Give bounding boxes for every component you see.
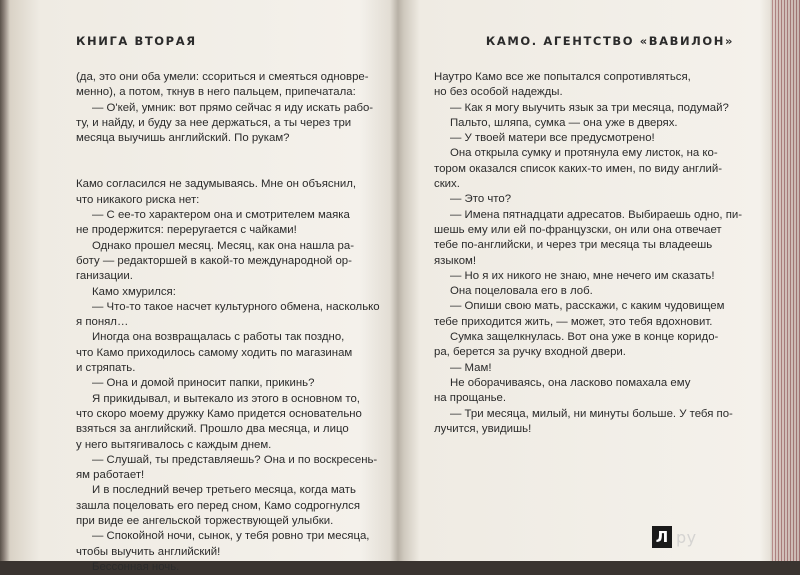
text-line: шешь ему или ей по-французски, он или она отвечает	[434, 223, 722, 236]
paragraph	[76, 177, 376, 208]
text-line: ту, и найду, и буду за нее держаться, а ты через три	[76, 116, 352, 129]
paragraph	[434, 330, 734, 361]
right-text	[434, 70, 743, 437]
paragraph	[76, 101, 376, 147]
paragraph	[434, 269, 734, 284]
text-line: — Мам!	[450, 361, 492, 374]
text-line: (да, это они оба умели: ссориться и смеяться одновре-	[76, 71, 369, 83]
text-line: — Это что?	[450, 193, 512, 206]
paragraph	[76, 529, 376, 560]
text-line: — Имена пятнадцати адресатов. Выбираешь одно, пи-	[450, 208, 743, 221]
left-running-head: КНИГА ВТОРАЯ	[76, 34, 197, 48]
text-line: ра, берется за ручку входной двери.	[434, 346, 626, 359]
text-line: ских.	[434, 178, 460, 191]
text-line: — Она и домой приносит папки, прикинь?	[92, 377, 315, 390]
text-line: — Но я их никого не знаю, мне нечего им сказать!	[450, 269, 715, 282]
text-line: при виде ее ангельской торжествующей улыбки.	[76, 515, 334, 528]
text-line: — Спокойной ночи, сынок, у тебя ровно три месяца,	[92, 530, 370, 543]
paragraph	[434, 284, 734, 299]
text-line: на прощанье.	[434, 392, 507, 405]
right-running-head: КАМО. АГЕНТСТВО «ВАВИЛОН»	[485, 34, 734, 48]
paragraph	[76, 330, 376, 376]
text-line: я понял…	[76, 316, 129, 329]
text-line: Я прикидывал, и вытекало из этого в основном то,	[92, 392, 360, 405]
left-page	[76, 34, 380, 575]
section-break	[76, 146, 376, 177]
text-line: Сумка защелкнулась. Вот она уже в конце коридо-	[450, 331, 719, 344]
text-line: — У твоей матери все предусмотрено!	[450, 132, 655, 145]
paragraph	[76, 392, 376, 453]
text-line: но без особой надежды.	[434, 86, 563, 99]
text-line: Однако прошел месяц. Месяц, как она нашла ра-	[92, 239, 355, 252]
paragraph	[434, 70, 734, 101]
watermark-text: ру	[676, 528, 697, 547]
text-line: языком!	[434, 254, 477, 267]
text-line: — Как я могу выучить язык за три месяца, подумай?	[450, 101, 729, 114]
text-line: чтобы выучить английский!	[76, 545, 221, 558]
text-line: лучится, увидишь!	[434, 422, 532, 435]
text-line: что Камо приходилось самому ходить по магазинам	[76, 346, 353, 359]
text-line: тором оказался список каких-то имен, по виду англий-	[434, 162, 723, 175]
text-line: боту — редакторшей в какой-то международной ор-	[76, 254, 352, 267]
text-line: что никакого риска нет:	[76, 193, 200, 206]
text-line: Камо согласился не задумываясь. Мне он объяснил,	[76, 178, 357, 191]
text-line: Камо хмурился:	[92, 285, 176, 298]
paragraph	[434, 299, 734, 330]
text-line: — Что-то такое насчет культурного обмена, насколько	[92, 300, 380, 313]
text-line: Иногда она возвращалась с работы так поздно,	[92, 331, 345, 344]
text-line: Не оборачиваясь, она ласково помахала ему	[450, 376, 691, 389]
text-line: — С ее-то характером она и смотрителем маяка	[92, 209, 350, 222]
text-line: Наутро Камо все же попытался сопротивляться,	[434, 71, 691, 83]
paragraph	[434, 361, 734, 376]
paragraph	[434, 208, 743, 269]
paragraph	[76, 453, 376, 484]
paragraph	[434, 192, 734, 207]
text-line: — Слушай, ты представляешь? Она и по воскресень-	[92, 453, 378, 466]
paragraph	[434, 146, 734, 192]
text-line: ям работает!	[76, 469, 145, 482]
text-line: у него вытягивалось с каждым днем.	[76, 438, 272, 451]
text-line: — Опиши свою мать, расскажи, с каким чудовищем	[450, 300, 725, 313]
text-line: Она открыла сумку и протянула ему листок, на ко-	[450, 147, 718, 160]
paragraph	[76, 483, 376, 529]
text-line: месяца выучишь английский. По рукам?	[76, 132, 290, 145]
paragraph	[434, 376, 734, 407]
paragraph	[76, 300, 380, 331]
text-line: ганизации.	[76, 270, 133, 283]
paragraph	[434, 131, 734, 146]
text-line: взяться за английский. Прошло два месяца, и лицо	[76, 423, 349, 436]
text-line: зашла поцеловать его перед сном, Камо содрогнулся	[76, 499, 361, 512]
text-line: — О'кей, умник: вот прямо сейчас я иду искать рабо-	[92, 101, 374, 114]
text-line: Пальто, шляпа, сумка — она уже в дверях.	[450, 116, 678, 129]
text-line: Бессонная ночь.	[92, 560, 180, 573]
paragraph	[76, 376, 376, 391]
text-line: И в последний вечер третьего месяца, когда мать	[92, 484, 356, 497]
text-line: тебе по-английски, и через три месяца ты владеешь	[434, 239, 713, 252]
paragraph	[434, 116, 734, 131]
labirint-logo-icon: Л	[652, 526, 672, 548]
text-line: тебе приходится жить, — может, это тебя вдохновит.	[434, 315, 713, 328]
page-edges	[772, 0, 800, 561]
text-line: менно), а потом, ткнув в него пальцем, припечатала:	[76, 86, 356, 99]
right-page	[434, 34, 743, 437]
paragraph	[76, 239, 376, 285]
text-line: Она поцеловала его в лоб.	[450, 285, 593, 298]
paragraph	[76, 208, 376, 239]
text-line: — Три месяца, милый, ни минуты больше. У тебя по-	[450, 407, 733, 420]
paragraph	[76, 560, 376, 575]
text-line: и стряпать.	[76, 362, 136, 375]
paragraph	[76, 70, 376, 101]
text-line: не продержится: переругается с чайками!	[76, 224, 297, 237]
paragraph	[76, 285, 376, 300]
text-line: что скоро моему дружку Камо придется основательно	[76, 407, 362, 420]
paragraph	[434, 407, 734, 438]
left-text-bottom	[76, 177, 380, 575]
left-text-top	[76, 70, 376, 146]
paragraph	[434, 101, 734, 116]
